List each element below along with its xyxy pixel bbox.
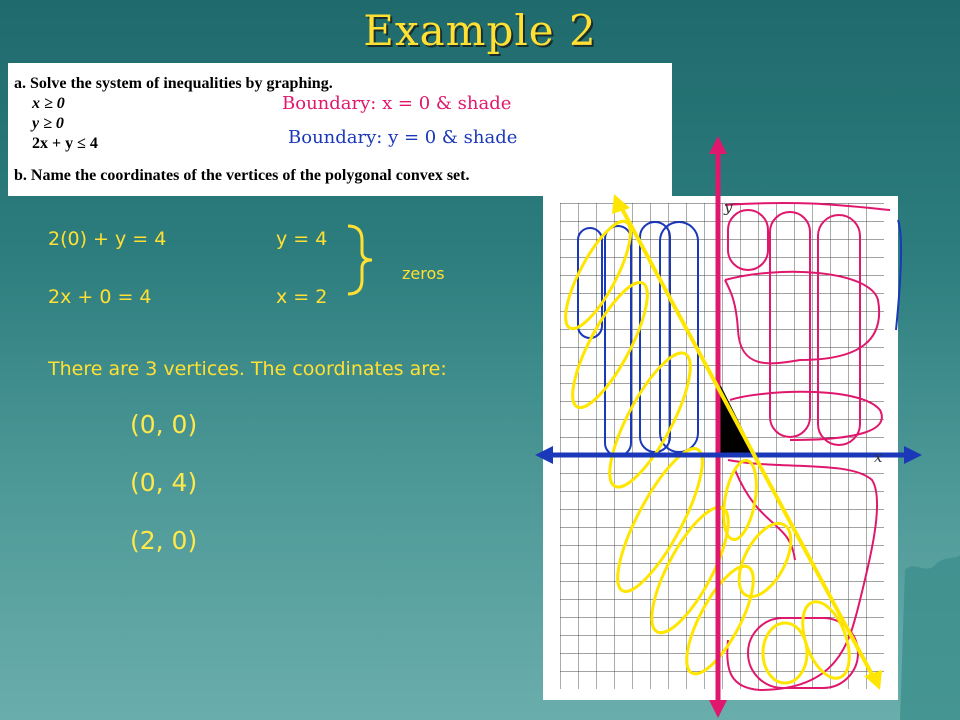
y-axis-arrow-up [709,136,727,154]
vertex-2: (0, 4) [130,468,198,497]
inequality-1: x ≥ 0 [32,95,65,112]
boundary-note-x: Boundary: x = 0 & shade [282,93,512,114]
decorative-iceberg [900,555,960,720]
vertices-statement: There are 3 vertices. The coordinates are: [48,358,447,380]
x-axis-label: x [874,448,883,466]
vertex-1: (0, 0) [130,410,198,439]
equation-2-result: x = 2 [276,286,328,308]
equation-1-result: y = 4 [276,228,328,250]
equation-2: 2x + 0 = 4 [48,286,152,308]
equation-1: 2(0) + y = 4 [48,228,167,250]
vertex-3: (2, 0) [130,526,198,555]
slide-title: Example 2 [363,6,597,55]
problem-part-b: b. Name the coordinates of the vertices of the polygonal convex set. [14,167,470,184]
y-axis-arrow-down [709,700,727,718]
zeros-label: zeros [402,264,445,283]
x-axis-arrow-right [904,446,922,464]
y-axis-label: y [724,198,733,216]
inequality-2: y ≥ 0 [32,115,64,132]
problem-part-a: a. Solve the system of inequalities by graphing. [14,75,333,92]
boundary-note-y: Boundary: y = 0 & shade [288,127,518,148]
inequality-3: 2x + y ≤ 4 [32,135,98,152]
